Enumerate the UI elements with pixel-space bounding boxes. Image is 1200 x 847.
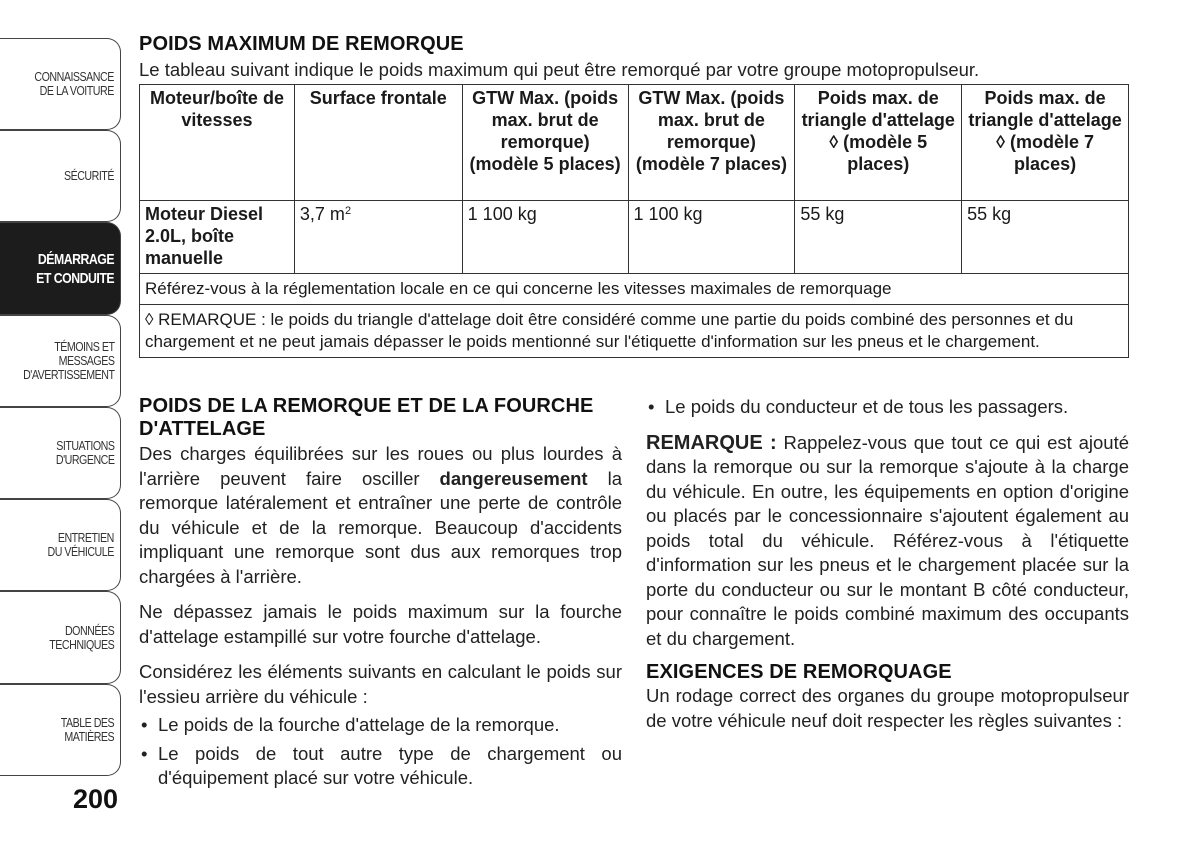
table-note-speed: Référez-vous à la réglementation locale en ce qui concerne les vitesses maximales de remorquage bbox=[140, 274, 1129, 305]
towing-weight-table bbox=[139, 84, 1129, 358]
tab-donnees[interactable] bbox=[0, 591, 121, 684]
tab-situations[interactable] bbox=[0, 407, 121, 499]
table-header: Moteur/boîte de vitesses bbox=[140, 85, 295, 201]
table-cell-gtw5: 1 100 kg bbox=[462, 201, 628, 274]
paragraph-balance bbox=[139, 442, 622, 589]
surface-value: 3,7 m bbox=[299, 204, 345, 224]
table-header: Poids max. de triangle d'attelage ◊ (modèle 7 places) bbox=[962, 85, 1129, 201]
table-header: Surface frontale bbox=[294, 85, 462, 201]
list-item: • Le poids du conducteur et de tous les passagers. bbox=[646, 395, 1129, 420]
table-note-remark: ◊ REMARQUE : le poids du triangle d'attelage doit être considéré comme une partie du poids combiné des personnes et du chargement et ne peut jamais dépasser le poids mentionné sur l'étiquette d'information sur les pneus et le chargement. bbox=[140, 305, 1129, 358]
table-cell-engine: Moteur Diesel 2.0L, boîte manuelle bbox=[140, 201, 295, 274]
intro-paragraph: Le tableau suivant indique le poids maximum qui peut être remorqué par votre groupe motopropulseur. bbox=[139, 59, 980, 80]
tab-temoins[interactable] bbox=[0, 315, 121, 407]
surface-exponent: 2 bbox=[344, 205, 352, 217]
tab-label: TABLE DES MATIÈRES bbox=[60, 715, 114, 744]
table-cell-surface bbox=[294, 201, 462, 274]
tab-entretien[interactable] bbox=[0, 499, 121, 591]
paragraph-tongue-limit: Ne dépassez jamais le poids maximum sur la fourche d'attelage estampillé sur votre fourche d'attelage. bbox=[139, 601, 622, 647]
tab-label: SÉCURITÉ bbox=[64, 168, 114, 183]
emphasis-dangerously: dangereusement bbox=[439, 467, 588, 489]
left-column bbox=[139, 395, 622, 791]
tab-connaissance[interactable] bbox=[0, 38, 121, 130]
paragraph-rear-axle: Considérez les éléments suivants en calculant le poids sur l'essieu arrière du véhicule : bbox=[139, 661, 622, 707]
section-title-trailer-weight: POIDS DE LA REMORQUE ET DE LA FOURCHE D'ATTELAGE bbox=[139, 395, 594, 440]
right-column bbox=[646, 395, 1129, 733]
page-number: 200 bbox=[73, 784, 119, 814]
tab-label: DONNÉES TECHNIQUES bbox=[49, 622, 114, 652]
list-item: • Le poids de tout autre type de chargement ou d'équipement placé sur votre véhicule. bbox=[139, 742, 622, 791]
table-cell-tongue7: 55 kg bbox=[962, 201, 1129, 274]
text-run: la remorque latéralement et entraîner une perte de contrôle du véhicule et de la remorque. Beaucoup d'accidents impliquant une remorque sont dus aux remorques trop chargées à l'arrière. bbox=[139, 467, 622, 587]
table-header: GTW Max. (poids max. brut de remorque) (modèle 5 places) bbox=[462, 85, 628, 201]
table-row bbox=[140, 201, 1129, 274]
rear-axle-list-continued bbox=[646, 395, 1129, 420]
tab-label: DÉMARRAGE ET CONDUITE bbox=[36, 250, 115, 287]
table-note-row bbox=[140, 305, 1129, 358]
section-title-max-weight: POIDS MAXIMUM DE REMORQUE bbox=[139, 33, 464, 55]
table-header: Poids max. de triangle d'attelage ◊ (modèle 5 places) bbox=[795, 85, 962, 201]
tab-securite[interactable] bbox=[0, 130, 121, 222]
table-cell-tongue5: 55 kg bbox=[795, 201, 962, 274]
table-header: GTW Max. (poids max. brut de remorque) (modèle 7 places) bbox=[628, 85, 795, 201]
tab-demarrage[interactable] bbox=[0, 222, 121, 315]
remark-text: Rappelez-vous que tout ce qui est ajouté dans la remorque ou sur la remorque s'ajoute à la charge du véhicule. En outre, les équipements en option d'origine ou placés par le concessionnaire s'ajoutent également au poids total du véhicule. Référez-vous à l'étiquette d'information sur les pneus et le chargement placée sur la porte du conducteur ou sur le montant B côté conducteur, pour connaître le poids combiné maximum des occupants et du chargement. bbox=[646, 431, 1130, 649]
table-note-row bbox=[140, 274, 1129, 305]
text-run: Des charges équilibrées sur les roues ou plus lourdes à l'arrière peuvent faire osciller bbox=[139, 443, 622, 489]
list-item: • Le poids de la fourche d'attelage de la remorque. bbox=[139, 713, 622, 738]
tab-table-matieres[interactable] bbox=[0, 684, 121, 776]
rear-axle-list bbox=[139, 713, 622, 791]
table-cell-gtw7: 1 100 kg bbox=[628, 201, 795, 274]
paragraph-break-in: Un rodage correct des organes du groupe motopropulseur de votre véhicule neuf doit respecter les règles suivantes : bbox=[646, 685, 1129, 731]
remark-label: REMARQUE : bbox=[646, 431, 777, 454]
tab-label: CONNAISSANCE DE LA VOITURE bbox=[34, 69, 114, 98]
section-title-towing-requirements: EXIGENCES DE REMORQUAGE bbox=[646, 661, 952, 683]
table-header-row bbox=[140, 85, 1129, 201]
tab-label: ENTRETIEN DU VÉHICULE bbox=[47, 530, 114, 559]
tab-label: TÉMOINS ET MESSAGES D'AVERTISSEMENT bbox=[22, 339, 114, 382]
tab-label: SITUATIONS D'URGENCE bbox=[55, 438, 114, 467]
remark-paragraph bbox=[646, 431, 1129, 652]
